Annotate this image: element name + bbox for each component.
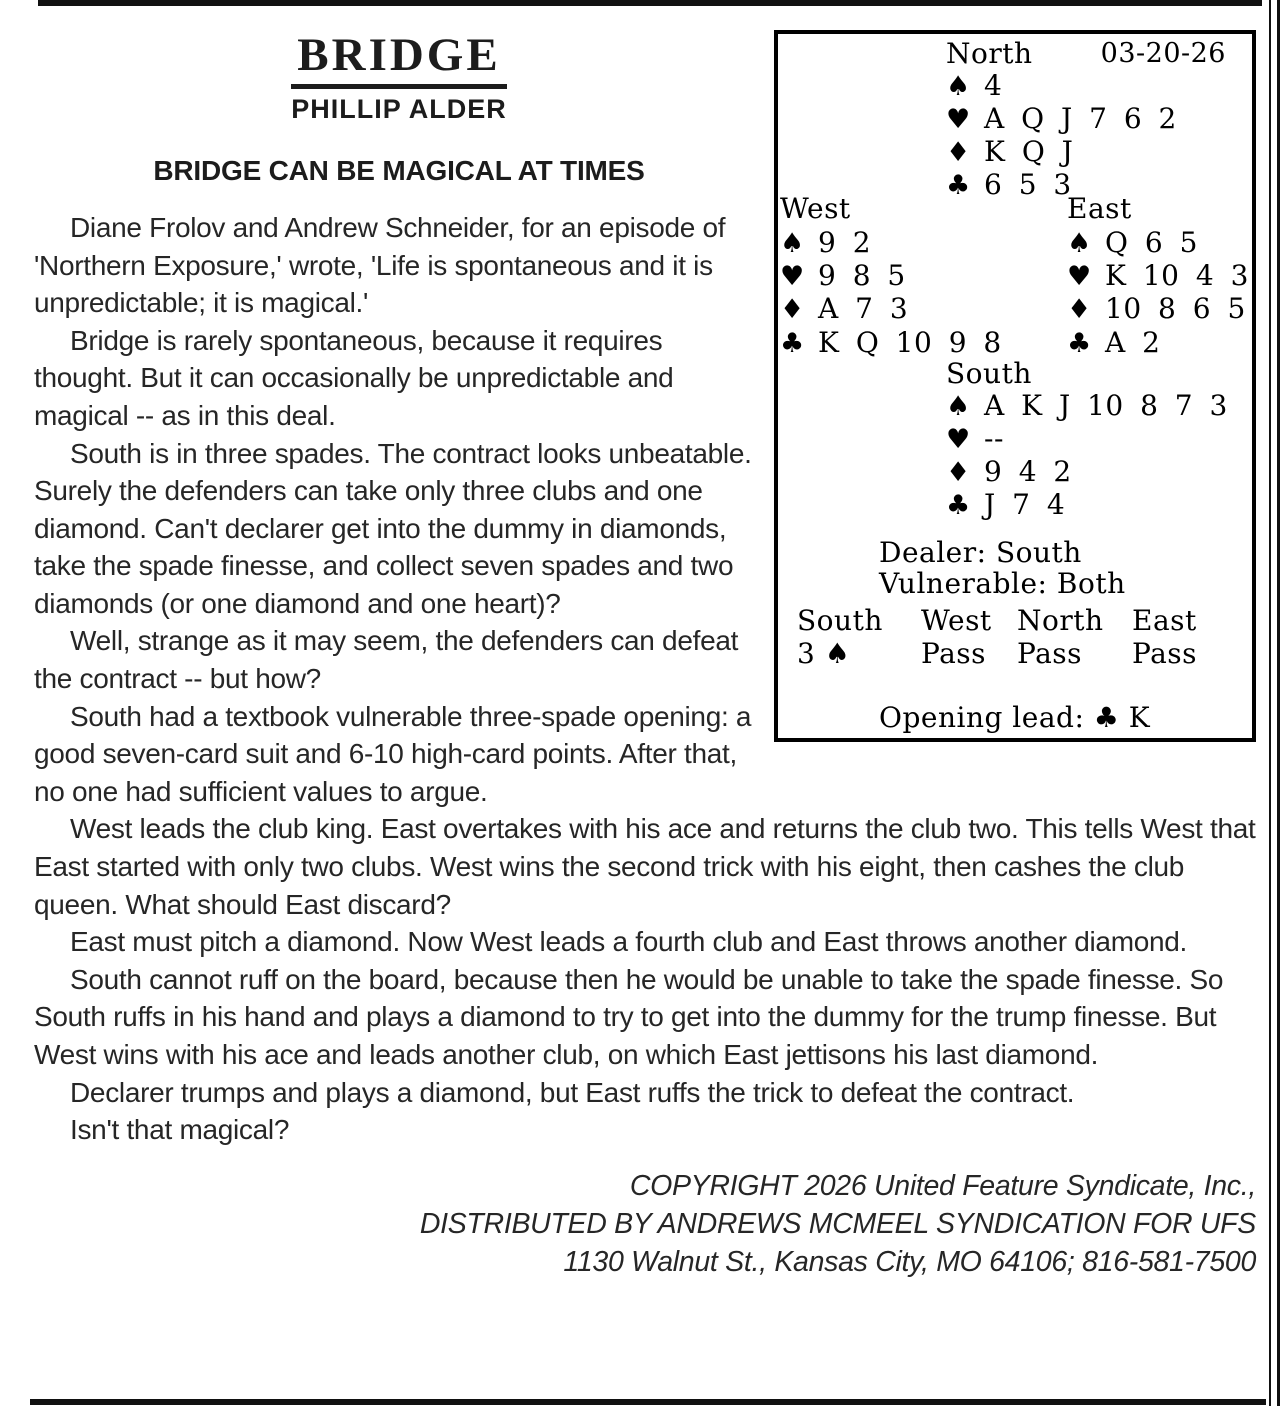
spade-icon: ♠ (1067, 228, 1092, 259)
column-divider-line-outer (1277, 0, 1280, 1406)
bid-south: 3 ♠ (797, 637, 851, 670)
east-hearts-row (1067, 260, 1249, 293)
copyright-block (34, 1167, 1256, 1281)
spade-icon: ♠ (946, 71, 971, 102)
north-hearts: A Q J 7 6 2 (984, 102, 1177, 135)
diamond-icon: ♦ (780, 294, 805, 325)
west-label: West (780, 192, 851, 225)
top-rule (38, 0, 1262, 6)
auction-header-south: South (797, 604, 883, 637)
paragraph: West leads the club king. East overtakes with his ace and returns the club two. This tells West that East started with only two clubs. West wins the second trick with his eight, then cashes the club queen. What should East discard? (34, 813, 1256, 920)
bid-west: Pass (921, 637, 987, 670)
east-spades-row (1067, 227, 1198, 260)
south-clubs-row (946, 489, 1065, 522)
south-hearts-void: -- (984, 422, 1004, 455)
south-clubs: J 7 4 (984, 488, 1066, 521)
paragraph: East must pitch a diamond. Now West leads a fourth club and East throws another diamond. (70, 926, 1188, 958)
auction-header-north: North (1017, 604, 1104, 637)
north-spades: 4 (984, 69, 1003, 102)
copyright-line: DISTRIBUTED BY ANDREWS MCMEEL SYNDICATION FOR UFS (419, 1207, 1256, 1240)
spade-icon: ♠ (946, 391, 971, 422)
north-clubs: 6 5 3 (984, 168, 1072, 201)
diamond-icon: ♦ (946, 457, 971, 488)
south-spades: A K J 10 8 7 3 (984, 389, 1228, 422)
heart-icon: ♥ (946, 104, 971, 135)
auction-header-west: West (921, 604, 992, 637)
south-diamonds: 9 4 2 (984, 455, 1072, 488)
vulnerable-label: Vulnerable: Both (879, 567, 1126, 600)
west-hearts: 9 8 5 (818, 259, 906, 292)
west-diamonds: A 7 3 (818, 292, 909, 325)
east-diamonds: 10 8 6 5 (1105, 292, 1246, 325)
north-clubs-row (946, 169, 1072, 202)
west-hearts-row (780, 260, 906, 293)
east-diamonds-row (1067, 293, 1246, 326)
paragraph: South had a textbook vulnerable three-spade opening: a good seven-card suit and 6-10 high-card points. After that, no one had sufficient values to argue. (34, 700, 752, 807)
west-diamonds-row (780, 293, 908, 326)
paragraph: Bridge is rarely spontaneous, because it requires thought. But it can occasionally be unpredictable and magical -- as in this deal. (34, 324, 674, 431)
club-icon: ♣ (946, 170, 971, 201)
bid-north: Pass (1017, 637, 1083, 670)
dealer-label: Dealer: South (879, 536, 1082, 569)
author-byline: PHILLIP ALDER (291, 93, 507, 124)
north-diamonds-row (946, 136, 1073, 169)
west-spades-row (780, 227, 871, 260)
copyright-line: 1130 Walnut St., Kansas City, MO 64106; 816-581-7500 (563, 1245, 1256, 1278)
north-spades-row (946, 70, 1002, 103)
auction-bids-row (778, 638, 1252, 670)
north-diamonds: K Q J (984, 135, 1074, 168)
article-headline: BRIDGE CAN BE MAGICAL AT TIMES (153, 154, 645, 186)
north-hearts-row (946, 103, 1177, 136)
paragraph: Well, strange as it may seem, the defenders can defeat the contract -- but how? (34, 625, 739, 695)
heart-icon: ♥ (780, 261, 805, 292)
column-divider-line (1269, 0, 1271, 1406)
deal-diagram (774, 30, 1256, 742)
west-spades: 9 2 (818, 226, 872, 259)
west-clubs: K Q 10 9 8 (818, 326, 1002, 359)
east-label: East (1067, 192, 1132, 225)
bridge-column (34, 24, 1256, 1281)
deal-date: 03-20-26 (1100, 38, 1226, 69)
north-label: North (946, 37, 1033, 70)
east-hearts: K 10 4 3 (1105, 259, 1249, 292)
auction-header-east: East (1132, 604, 1197, 637)
club-icon: ♣ (780, 328, 805, 359)
paragraph: Diane Frolov and Andrew Schneider, for an episode of 'Northern Exposure,' wrote, 'Life is spontaneous and it is unpredictable; it is magical.' (34, 211, 726, 319)
bottom-rule (30, 1399, 1266, 1405)
paragraph: Declarer trumps and plays a diamond, but East ruffs the trick to defeat the contract. (70, 1076, 1075, 1108)
club-icon: ♣ (946, 490, 971, 521)
east-spades: Q 6 5 (1105, 226, 1198, 259)
opening-lead-label: Opening lead: ♣ K (879, 701, 1151, 734)
copyright-line: COPYRIGHT 2026 United Feature Syndicate, Inc., (629, 1169, 1256, 1202)
diamond-icon: ♦ (946, 137, 971, 168)
heart-icon: ♥ (946, 424, 971, 455)
column-title: BRIDGE (291, 32, 506, 89)
club-icon: ♣ (1067, 328, 1092, 359)
west-clubs-row (780, 327, 1002, 360)
bid-east: Pass (1132, 637, 1198, 670)
east-clubs: A 2 (1105, 326, 1161, 359)
south-label: South (946, 357, 1032, 390)
spade-icon: ♠ (780, 228, 805, 259)
south-hearts-row (946, 423, 1004, 456)
south-spades-row (946, 390, 1228, 423)
paragraph: South cannot ruff on the board, because then he would be unable to take the spade finesse. So South ruffs in his hand and plays a diamond to try to get into the dummy for the trump finesse. But West wins with his ace and leads another club, on which East jettisons his last diamond. (34, 963, 1224, 1070)
paragraph: Isn't that magical? (70, 1114, 290, 1146)
east-clubs-row (1067, 327, 1160, 360)
south-diamonds-row (946, 456, 1072, 489)
auction-header-row (778, 605, 1252, 637)
diamond-icon: ♦ (1067, 294, 1092, 325)
heart-icon: ♥ (1067, 261, 1092, 292)
paragraph: South is in three spades. The contract looks unbeatable. Surely the defenders can take only three clubs and one diamond. Can't declarer get into the dummy in diamonds, take the spade finesse, and collect seven spades and two diamonds (or one diamond and one heart)? (34, 437, 752, 619)
